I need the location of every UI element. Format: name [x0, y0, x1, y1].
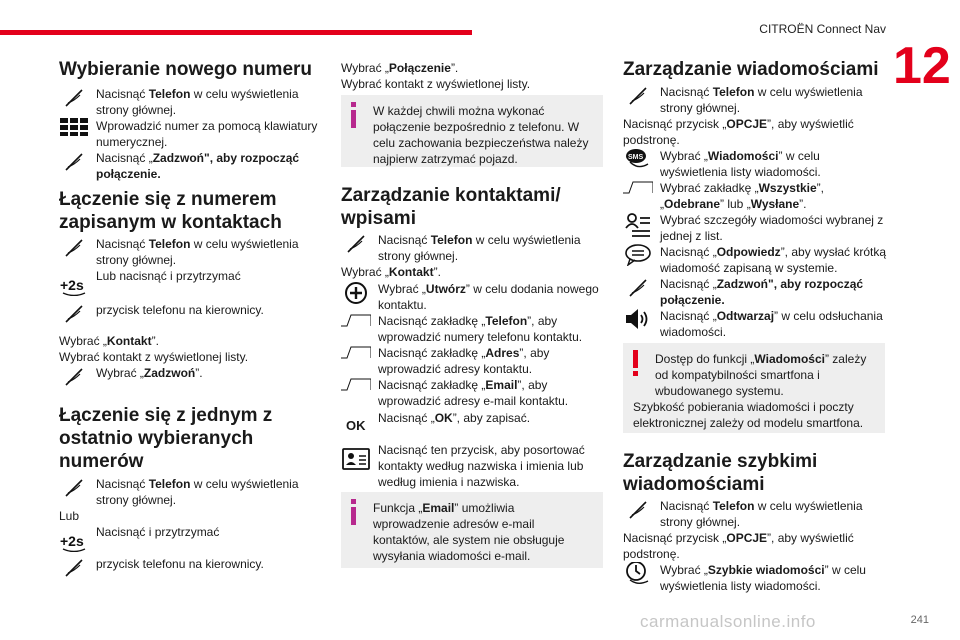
long-press-icon [59, 274, 89, 304]
header-accent-bar [0, 30, 472, 35]
step: Nacisnąć zakładkę „Email”, aby wprowadzić adresy e-mail kontaktu. [341, 377, 607, 409]
tap-finger-icon [59, 86, 89, 116]
paragraph: Wybrać „Kontakt”. [59, 334, 159, 348]
tap-finger-icon [59, 476, 89, 506]
step: Nacisnąć „Zadzwoń", aby rozpocząć połączenie. [623, 276, 888, 308]
add-circle-icon [341, 281, 371, 311]
paragraph: Wybrać kontakt z wyświetlonej listy. [59, 350, 249, 364]
step: Nacisnąć ten przycisk, aby posortować kontakty według nazwiska i imienia lub według imienia i nazwiska. [341, 442, 607, 474]
tap-finger-icon [341, 232, 371, 262]
ok-icon: OK [346, 418, 366, 433]
sort-contacts-icon [341, 448, 371, 478]
tap-finger-icon [59, 236, 89, 266]
step: Nacisnąć Telefon w celu wyświetlenia strony głównej. [59, 476, 324, 508]
tap-finger-icon [623, 276, 653, 306]
step: Nacisnąć Telefon w celu wyświetlenia strony głównej. [59, 86, 324, 118]
step: Nacisnąć Telefon w celu wyświetlenia strony głównej. [623, 498, 888, 530]
tab-icon [341, 345, 371, 375]
step: Nacisnąć „Odpowiedz”, aby wysłać krótką wiadomość zapisaną w systemie. [623, 244, 888, 276]
step: +2s Lub nacisnąć i przytrzymać [59, 268, 324, 300]
info-note: Funkcja „Email” umożliwia wprowadzenie adresów e-mail kontaktów, ale system nie obsługuje wysyłania wiadomości e-mail. [341, 492, 603, 568]
section-title: Łączenie się z numerem zapisanym w kontaktach [59, 189, 282, 233]
info-icon [349, 102, 367, 130]
tap-finger-icon [623, 84, 653, 114]
step: Wybrać „Szybkie wiadomości” w celu wyświetlenia listy wiadomości. [623, 562, 888, 594]
step: Nacisnąć „Zadzwoń", aby rozpocząć połączenie. [59, 150, 324, 182]
sms-label: SMS [628, 154, 644, 161]
step: Nacisnąć zakładkę „Telefon”, aby wprowadzić numery telefonu kontaktu. [341, 313, 607, 345]
step: Nacisnąć Telefon w celu wyświetlenia strony głównej. [59, 236, 324, 268]
sms-icon [623, 148, 653, 178]
section-title: Wybieranie nowego numeru [59, 59, 313, 80]
section-title: Łączenie się z jednym z ostatnio wybieranych numerów [59, 405, 273, 472]
step: Nacisnąć Telefon w celu wyświetlenia strony głównej. [623, 84, 888, 116]
paragraph: Wybrać kontakt z wyświetlonej listy. [341, 77, 531, 91]
quick-message-icon [623, 562, 653, 592]
step: +2s Nacisnąć i przytrzymać [59, 524, 324, 556]
tap-finger-icon [59, 302, 89, 332]
speaker-icon [623, 308, 653, 338]
keypad-icon [59, 118, 89, 148]
info-note: W każdej chwili można wykonać połączenie bezpośrednio z telefonu. W celu zachowania bezpieczeństwa należy najpierw zatrzymać pojazd. [341, 95, 603, 167]
tab-icon [623, 180, 653, 210]
step: Wybrać „Zadzwoń”. [59, 365, 324, 391]
step: Nacisnąć zakładkę „Adres”, aby wprowadzić adresy kontaktu. [341, 345, 607, 377]
watermark: carmanualsonline.info [640, 612, 816, 631]
long-press-label: +2s [60, 533, 84, 549]
tab-icon [341, 313, 371, 343]
long-press-label: +2s [60, 277, 84, 293]
warning-icon [631, 350, 649, 378]
section-title: Zarządzanie szybkimi wiadomościami [623, 451, 818, 495]
tap-finger-icon [623, 498, 653, 528]
tap-finger-icon [59, 365, 89, 395]
paragraph: Wybrać „Połączenie”. [341, 61, 459, 75]
chapter-number: 12 [893, 37, 951, 95]
step: Nacisnąć Telefon w celu wyświetlenia strony głównej. [341, 232, 607, 264]
paragraph: Nacisnąć przycisk „OPCJE”, aby wyświetlić podstronę. [623, 531, 854, 561]
info-icon [349, 499, 367, 527]
step: SMS Wybrać „Wiadomości” w celu wyświetlenia listy wiadomości. [623, 148, 888, 180]
step: Wybrać szczegóły wiadomości wybranej z jednej z list. [623, 212, 888, 244]
step: Wybrać „Utwórz” w celu dodania nowego kontaktu. [341, 281, 607, 313]
header-title: CITROËN Connect Nav [759, 22, 886, 36]
tab-icon [341, 377, 371, 407]
reply-message-icon [623, 244, 653, 274]
step: Wybrać zakładkę „Wszystkie”, „Odebrane” lub „Wysłane”. [623, 180, 888, 212]
section-title: Zarządzanie kontaktami/ wpisami [341, 185, 561, 229]
paragraph: Wybrać „Kontakt”. [341, 265, 441, 279]
tap-finger-icon [59, 150, 89, 180]
paragraph: Lub [59, 509, 80, 523]
section-title: Zarządzanie wiadomościami [623, 59, 879, 80]
warning-note: Dostęp do funkcji „Wiadomości” zależy od kompatybilności smartfona i wbudowanego systemu. Szybkość pobierania wiadomości i poczty elektronicznej zależy od modelu smartfona. [623, 343, 885, 433]
tap-finger-icon [59, 556, 89, 586]
step: OK Nacisnąć „OK”, aby zapisać. [341, 410, 607, 440]
step: Wprowadzić numer za pomocą klawiatury numerycznej. [59, 118, 324, 150]
step: Nacisnąć „Odtwarzaj” w celu odsłuchania wiadomości. [623, 308, 888, 340]
step: przycisk telefonu na kierownicy. [59, 302, 324, 328]
message-details-icon [623, 212, 653, 242]
page-number: 241 [910, 614, 929, 626]
paragraph: Nacisnąć przycisk „OPCJE”, aby wyświetlić podstronę. [623, 117, 854, 147]
step: przycisk telefonu na kierownicy. [59, 556, 324, 582]
